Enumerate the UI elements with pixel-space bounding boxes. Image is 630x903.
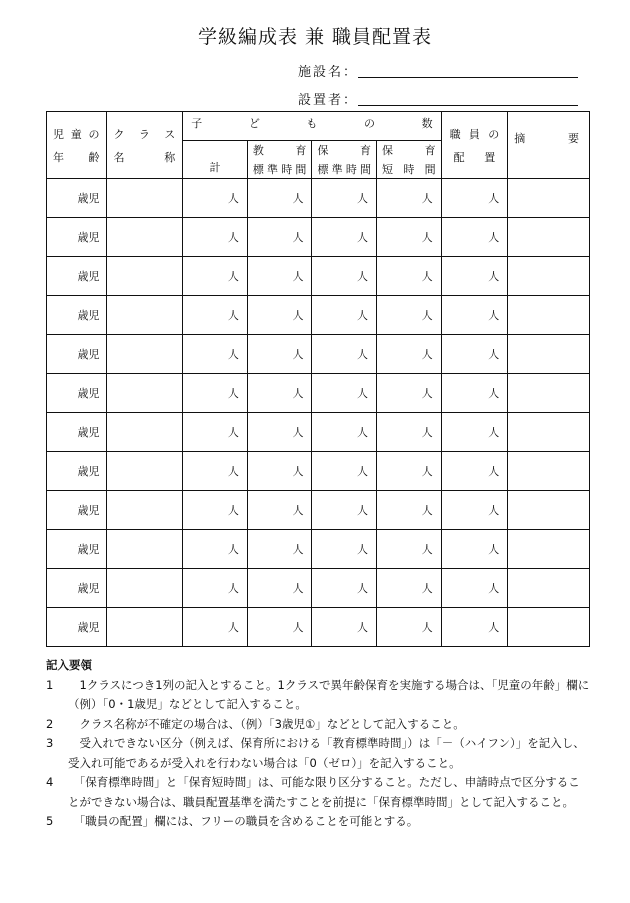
instruction-text: 「保育標準時間」と「保育短時間」は、可能な限り区分すること。ただし、申請時点で区分することができない場合は、職員配置基準を満たすことを前提に「保育標準時間」として記入すること。	[68, 775, 580, 809]
care-short-cell-unit: 人	[421, 309, 433, 322]
care-short-cell[interactable]	[377, 296, 442, 335]
age-cell[interactable]	[47, 296, 107, 335]
class-name-cell[interactable]	[106, 257, 183, 296]
table-row	[47, 452, 590, 491]
staff-cell[interactable]	[441, 257, 508, 296]
staff-cell[interactable]	[441, 569, 508, 608]
total-cell-unit: 人	[227, 192, 239, 205]
care-short-cell[interactable]	[377, 491, 442, 530]
care-short-cell-unit: 人	[421, 192, 433, 205]
remarks-cell[interactable]	[508, 179, 590, 218]
header-class-line2: 名 称	[113, 150, 176, 164]
care-short-cell-unit: 人	[421, 270, 433, 283]
care-standard-cell[interactable]	[312, 257, 377, 296]
care-standard-cell-unit: 人	[357, 270, 369, 283]
care-short-cell-unit: 人	[421, 465, 433, 478]
total-cell[interactable]	[183, 374, 248, 413]
edu-standard-cell-unit: 人	[292, 387, 304, 400]
instructions-heading: 記入要領	[46, 658, 92, 672]
class-name-cell[interactable]	[106, 335, 183, 374]
staff-cell[interactable]	[441, 374, 508, 413]
total-cell-unit: 人	[227, 621, 239, 634]
table-row	[47, 218, 590, 257]
table-row	[47, 296, 590, 335]
care-short-cell[interactable]	[377, 257, 442, 296]
table-row	[47, 608, 590, 647]
staff-cell-unit: 人	[488, 621, 500, 634]
age-cell-unit: 歳児	[77, 543, 100, 556]
age-cell[interactable]	[47, 608, 107, 647]
edu-standard-cell-unit: 人	[292, 231, 304, 244]
staff-cell-unit: 人	[488, 582, 500, 595]
header-children-group	[183, 112, 441, 141]
total-cell-unit: 人	[227, 309, 239, 322]
instruction-number: 1	[46, 677, 54, 692]
total-cell[interactable]	[183, 296, 248, 335]
total-cell-unit: 人	[227, 582, 239, 595]
care-standard-cell-unit: 人	[357, 426, 369, 439]
establisher-field[interactable]	[298, 89, 578, 107]
care-standard-cell-unit: 人	[357, 582, 369, 595]
header-remarks-label: 摘 要	[514, 132, 579, 145]
class-name-cell[interactable]	[106, 530, 183, 569]
instruction-item	[46, 676, 591, 715]
age-cell[interactable]	[47, 413, 107, 452]
age-cell-unit: 歳児	[77, 582, 100, 595]
class-staff-table	[46, 111, 590, 647]
care-standard-cell[interactable]	[312, 530, 377, 569]
total-cell[interactable]	[183, 218, 248, 257]
staff-cell[interactable]	[441, 452, 508, 491]
age-cell-unit: 歳児	[77, 504, 100, 517]
total-cell-unit: 人	[227, 270, 239, 283]
class-name-cell[interactable]	[106, 218, 183, 257]
age-cell[interactable]	[47, 257, 107, 296]
remarks-cell[interactable]	[508, 296, 590, 335]
header-edu	[247, 141, 312, 179]
staff-cell-unit: 人	[488, 465, 500, 478]
header-short-line1: 保 育	[382, 144, 436, 157]
total-cell[interactable]	[183, 452, 248, 491]
remarks-cell[interactable]	[508, 530, 590, 569]
header-staff-line2: 配 置	[453, 150, 496, 164]
edu-standard-cell[interactable]	[247, 569, 312, 608]
care-standard-cell[interactable]	[312, 218, 377, 257]
table-row	[47, 413, 590, 452]
edu-standard-cell[interactable]	[247, 413, 312, 452]
edu-standard-cell-unit: 人	[292, 465, 304, 478]
age-cell[interactable]	[47, 335, 107, 374]
class-name-cell[interactable]	[106, 569, 183, 608]
age-cell-unit: 歳児	[77, 426, 100, 439]
establisher-line	[358, 105, 578, 106]
total-cell[interactable]	[183, 491, 248, 530]
instruction-text: 「職員の配置」欄には、フリーの職員を含めることを可能とする。	[68, 814, 419, 828]
staff-cell-unit: 人	[488, 231, 500, 244]
age-cell-unit: 歳児	[77, 270, 100, 283]
total-cell[interactable]	[183, 569, 248, 608]
instruction-item	[46, 715, 591, 735]
establisher-label: 設置者：	[298, 93, 359, 108]
header-care-line2: 標準時間	[317, 163, 372, 176]
care-standard-cell-unit: 人	[357, 387, 369, 400]
total-cell-unit: 人	[227, 543, 239, 556]
header-remarks	[508, 112, 590, 179]
edu-standard-cell[interactable]	[247, 257, 312, 296]
header-staff-line1: 職 員 の	[449, 127, 500, 141]
header-age-line1: 児童の	[53, 127, 100, 141]
table-row	[47, 257, 590, 296]
staff-cell-unit: 人	[488, 348, 500, 361]
edu-standard-cell-unit: 人	[292, 504, 304, 517]
remarks-cell[interactable]	[508, 335, 590, 374]
care-short-cell[interactable]	[377, 374, 442, 413]
table-row	[47, 335, 590, 374]
table-row	[47, 374, 590, 413]
remarks-cell[interactable]	[508, 491, 590, 530]
staff-cell[interactable]	[441, 491, 508, 530]
remarks-cell[interactable]	[508, 569, 590, 608]
care-standard-cell-unit: 人	[357, 465, 369, 478]
total-cell-unit: 人	[227, 504, 239, 517]
class-name-cell[interactable]	[106, 179, 183, 218]
care-short-cell[interactable]	[377, 569, 442, 608]
care-standard-cell[interactable]	[312, 296, 377, 335]
edu-standard-cell-unit: 人	[292, 192, 304, 205]
header-staff	[441, 112, 508, 179]
care-short-cell[interactable]	[377, 452, 442, 491]
age-cell[interactable]	[47, 452, 107, 491]
table-row	[47, 179, 590, 218]
staff-cell[interactable]	[441, 296, 508, 335]
age-cell-unit: 歳児	[77, 621, 100, 634]
class-name-cell[interactable]	[106, 608, 183, 647]
remarks-cell[interactable]	[508, 452, 590, 491]
care-short-cell[interactable]	[377, 608, 442, 647]
class-name-cell[interactable]	[106, 413, 183, 452]
care-short-cell[interactable]	[377, 218, 442, 257]
instruction-text: 受入れできない区分（例えば、保育所における「教育標準時間」）は「－（ハイフン）」を記入し、受入れ可能であるが受入れを行わない場合は「0（ゼロ）」を記入すること。	[68, 736, 585, 770]
care-short-cell[interactable]	[377, 335, 442, 374]
care-short-cell[interactable]	[377, 413, 442, 452]
care-standard-cell-unit: 人	[357, 348, 369, 361]
staff-cell[interactable]	[441, 335, 508, 374]
age-cell-unit: 歳児	[77, 309, 100, 322]
instruction-number: 5	[46, 814, 54, 828]
header-care	[312, 141, 377, 179]
total-cell[interactable]	[183, 530, 248, 569]
total-cell[interactable]	[183, 335, 248, 374]
care-short-cell-unit: 人	[421, 504, 433, 517]
instruction-number: 4	[46, 775, 54, 789]
edu-standard-cell-unit: 人	[292, 426, 304, 439]
care-standard-cell-unit: 人	[357, 504, 369, 517]
remarks-cell[interactable]	[508, 257, 590, 296]
remarks-cell[interactable]	[508, 608, 590, 647]
care-standard-cell-unit: 人	[357, 231, 369, 244]
table-row	[47, 491, 590, 530]
age-cell-unit: 歳児	[77, 465, 100, 478]
care-short-cell-unit: 人	[421, 582, 433, 595]
instruction-number: 3	[46, 736, 54, 750]
care-standard-cell[interactable]	[312, 452, 377, 491]
table-row	[47, 530, 590, 569]
header-edu-line1: 教 育	[252, 144, 307, 157]
total-cell[interactable]	[183, 257, 248, 296]
age-cell[interactable]	[47, 374, 107, 413]
class-name-cell[interactable]	[106, 491, 183, 530]
age-cell-unit: 歳児	[77, 387, 100, 400]
edu-standard-cell[interactable]	[247, 491, 312, 530]
care-short-cell-unit: 人	[421, 387, 433, 400]
care-standard-cell[interactable]	[312, 608, 377, 647]
header-age-line2: 年 齢	[53, 150, 100, 164]
staff-cell-unit: 人	[488, 426, 500, 439]
edu-standard-cell-unit: 人	[292, 621, 304, 634]
page-title: 学級編成表 兼 職員配置表	[197, 26, 433, 48]
edu-standard-cell-unit: 人	[292, 582, 304, 595]
total-cell-unit: 人	[227, 231, 239, 244]
header-children-label: 子 ど も の 数	[191, 117, 433, 130]
total-cell-unit: 人	[227, 387, 239, 400]
instruction-item	[46, 812, 591, 832]
instruction-number: 2	[46, 716, 54, 731]
age-cell[interactable]	[47, 569, 107, 608]
staff-cell[interactable]	[441, 179, 508, 218]
total-cell-unit: 人	[227, 348, 239, 361]
header-total-label: 計	[209, 161, 221, 174]
class-name-cell[interactable]	[106, 296, 183, 335]
edu-standard-cell-unit: 人	[292, 270, 304, 283]
age-cell[interactable]	[47, 491, 107, 530]
header-care-line1: 保 育	[317, 144, 372, 157]
total-cell[interactable]	[183, 413, 248, 452]
header-class	[106, 112, 183, 179]
care-standard-cell[interactable]	[312, 335, 377, 374]
age-cell-unit: 歳児	[77, 231, 100, 244]
table-row	[47, 569, 590, 608]
facility-name-field[interactable]	[298, 61, 578, 79]
remarks-cell[interactable]	[508, 374, 590, 413]
remarks-cell[interactable]	[508, 413, 590, 452]
edu-standard-cell[interactable]	[247, 296, 312, 335]
edu-standard-cell[interactable]	[247, 335, 312, 374]
staff-cell[interactable]	[441, 218, 508, 257]
age-cell[interactable]	[47, 530, 107, 569]
care-standard-cell-unit: 人	[357, 309, 369, 322]
care-short-cell-unit: 人	[421, 426, 433, 439]
age-cell-unit: 歳児	[77, 192, 100, 205]
staff-cell[interactable]	[441, 530, 508, 569]
facility-name-label: 施設名：	[298, 65, 359, 80]
staff-cell-unit: 人	[488, 309, 500, 322]
total-cell[interactable]	[183, 608, 248, 647]
care-short-cell[interactable]	[377, 179, 442, 218]
instruction-text: クラス名称が不確定の場合は、（例）「3歳児①」などとして記入すること。	[68, 716, 465, 731]
edu-standard-cell[interactable]	[247, 179, 312, 218]
header-total	[183, 141, 248, 179]
care-standard-cell[interactable]	[312, 413, 377, 452]
edu-standard-cell-unit: 人	[292, 309, 304, 322]
staff-cell[interactable]	[441, 608, 508, 647]
staff-cell-unit: 人	[488, 192, 500, 205]
staff-cell-unit: 人	[488, 504, 500, 517]
edu-standard-cell[interactable]	[247, 530, 312, 569]
total-cell[interactable]	[183, 179, 248, 218]
instruction-item	[46, 734, 591, 773]
care-standard-cell[interactable]	[312, 374, 377, 413]
care-standard-cell[interactable]	[312, 569, 377, 608]
care-standard-cell[interactable]	[312, 179, 377, 218]
edu-standard-cell[interactable]	[247, 452, 312, 491]
header-class-line1: ク ラ ス	[113, 127, 176, 141]
edu-standard-cell[interactable]	[247, 608, 312, 647]
header-short	[377, 141, 442, 179]
header-age	[47, 112, 107, 179]
edu-standard-cell[interactable]	[247, 218, 312, 257]
age-cell-unit: 歳児	[77, 348, 100, 361]
care-short-cell[interactable]	[377, 530, 442, 569]
staff-cell-unit: 人	[488, 270, 500, 283]
care-short-cell-unit: 人	[421, 543, 433, 556]
care-short-cell-unit: 人	[421, 621, 433, 634]
staff-cell[interactable]	[441, 413, 508, 452]
edu-standard-cell-unit: 人	[292, 543, 304, 556]
care-short-cell-unit: 人	[421, 348, 433, 361]
instruction-text: 1クラスにつき1列の記入とすること。1クラスで異年齢保育を実施する場合は、「児童の年齢」欄に（例）「0・1歳児」などとして記入すること。	[68, 677, 590, 711]
care-standard-cell[interactable]	[312, 491, 377, 530]
header-short-line2: 短 時 間	[382, 163, 436, 176]
age-cell[interactable]	[47, 179, 107, 218]
care-standard-cell-unit: 人	[357, 543, 369, 556]
remarks-cell[interactable]	[508, 218, 590, 257]
total-cell-unit: 人	[227, 426, 239, 439]
instructions	[46, 656, 591, 832]
care-short-cell-unit: 人	[421, 231, 433, 244]
age-cell[interactable]	[47, 218, 107, 257]
total-cell-unit: 人	[227, 465, 239, 478]
staff-cell-unit: 人	[488, 543, 500, 556]
class-name-cell[interactable]	[106, 374, 183, 413]
instruction-item	[46, 773, 591, 812]
care-standard-cell-unit: 人	[357, 192, 369, 205]
edu-standard-cell-unit: 人	[292, 348, 304, 361]
care-standard-cell-unit: 人	[357, 621, 369, 634]
staff-cell-unit: 人	[488, 387, 500, 400]
facility-name-line	[358, 77, 578, 78]
class-name-cell[interactable]	[106, 452, 183, 491]
header-edu-line2: 標準時間	[252, 163, 307, 176]
edu-standard-cell[interactable]	[247, 374, 312, 413]
